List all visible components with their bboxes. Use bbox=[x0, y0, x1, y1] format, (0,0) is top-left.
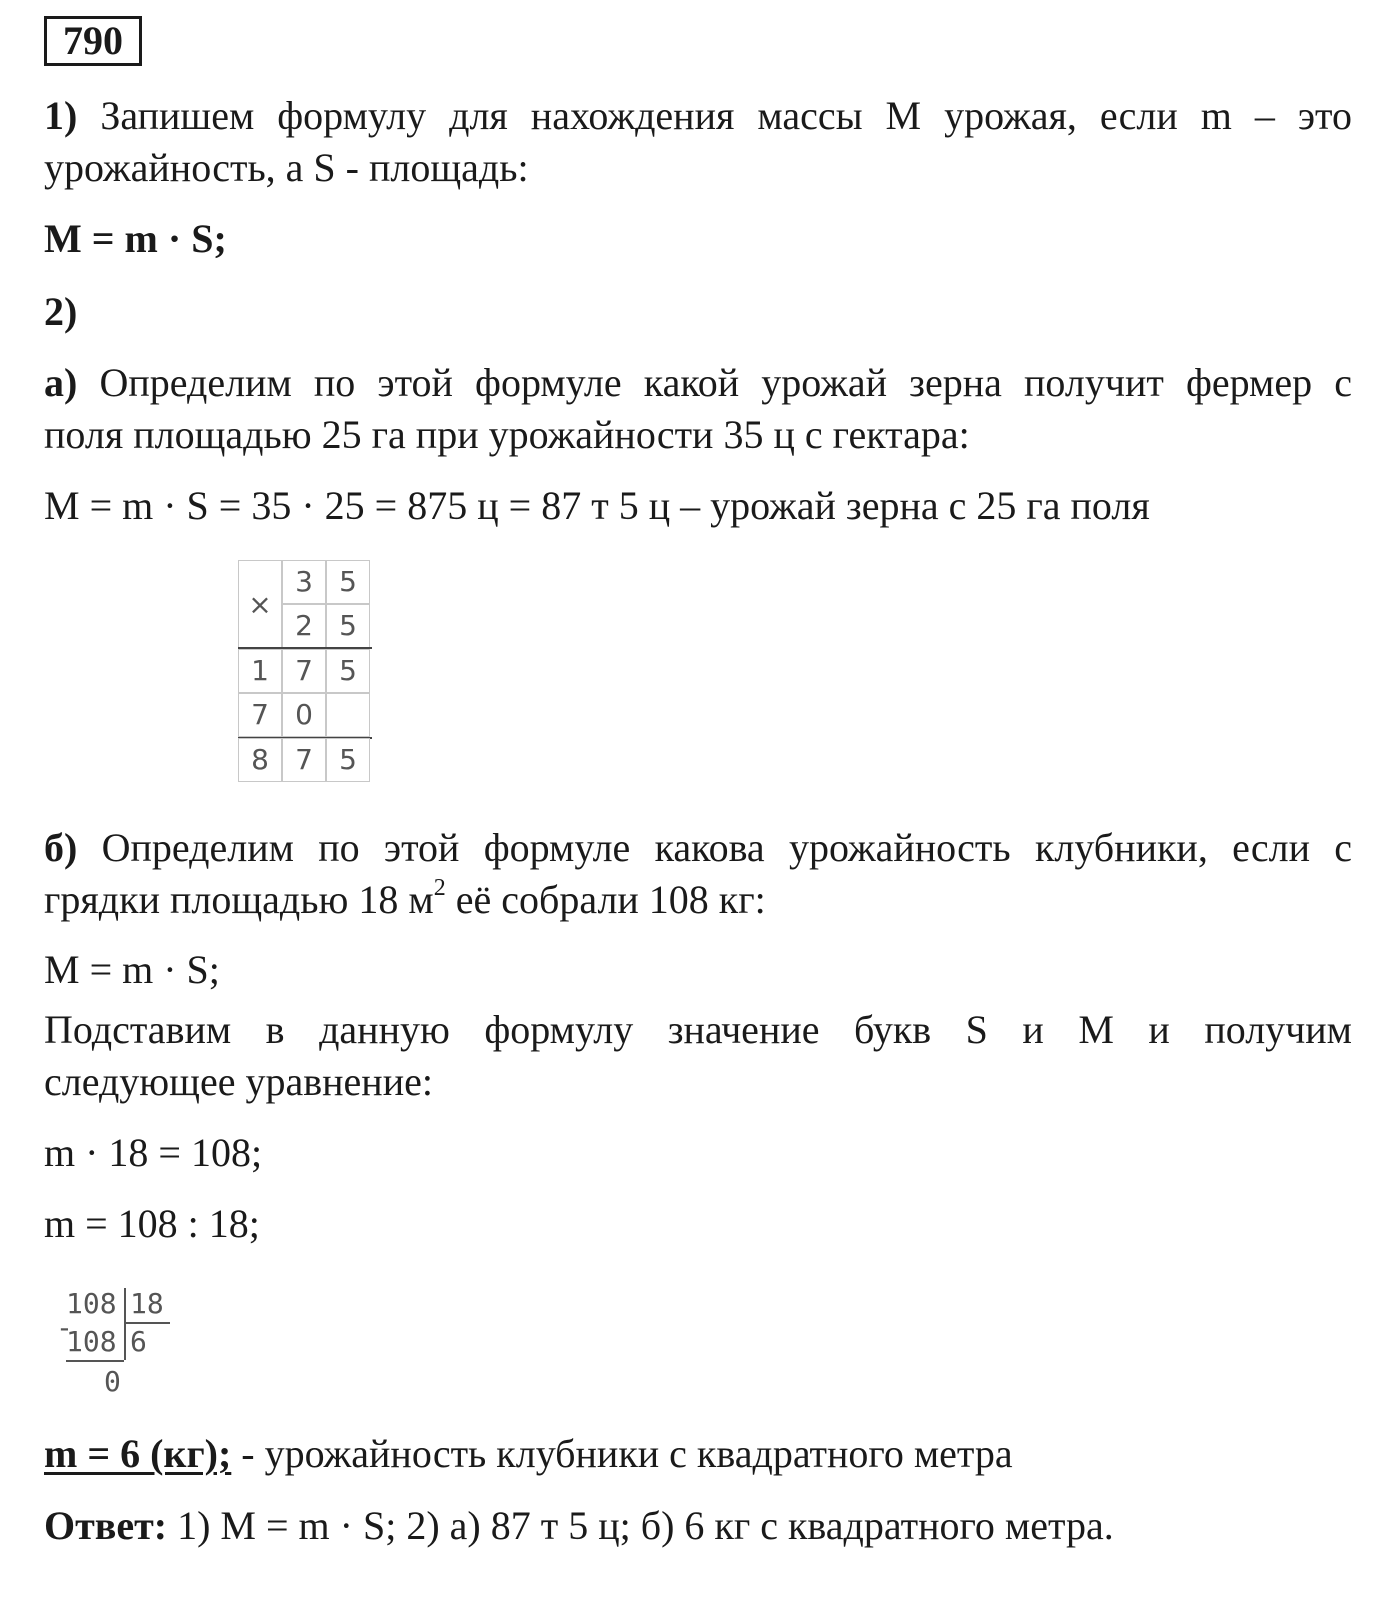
pa-line2: поля площадью 25 га при урожайности 35 ц с гектара: bbox=[44, 412, 970, 457]
pb-line2 bbox=[44, 874, 1352, 926]
pa-label: а) bbox=[44, 360, 78, 405]
grid-cell: 5 bbox=[326, 560, 370, 604]
grid-cell: 7 bbox=[282, 649, 326, 693]
pb-eq2: m = 108 : 18; bbox=[44, 1201, 260, 1246]
division-dividend: 108 bbox=[66, 1287, 117, 1320]
division-product: 108 bbox=[66, 1325, 117, 1358]
grid-cell: 5 bbox=[326, 738, 370, 782]
pa-calc: M = m · S = 35 · 25 = 875 ц = 87 т 5 ц – урожай зерна с 25 га поля bbox=[44, 483, 1150, 528]
division-minus: - bbox=[56, 1311, 73, 1344]
pb-text1: Определим по этой формуле какова урожайность клубники, если с bbox=[101, 825, 1353, 870]
grid-cell: 5 bbox=[326, 604, 370, 648]
grid-cell: 2 bbox=[282, 604, 326, 648]
pa-text1: Определим по этой формуле какой урожай зерна получит фермер с bbox=[99, 360, 1352, 405]
pb-line1 bbox=[44, 822, 1352, 874]
p1-text1: Запишем формулу для нахождения массы М урожая, если m – это bbox=[100, 93, 1353, 138]
division-remainder: 0 bbox=[104, 1365, 121, 1398]
pb-label: б) bbox=[44, 825, 78, 870]
long-division bbox=[52, 1282, 192, 1402]
grid-cell: 7 bbox=[282, 738, 326, 782]
answer-label: Ответ: bbox=[44, 1503, 168, 1548]
p1-line1 bbox=[44, 90, 1352, 142]
p2-label: 2) bbox=[44, 289, 78, 334]
grid-cell: 5 bbox=[326, 649, 370, 693]
formula-bold: M = m · S; bbox=[44, 216, 227, 261]
p1-line2: урожайность, а S - площадь: bbox=[44, 145, 529, 190]
answer-text: 1) M = m · S; 2) а) 87 т 5 ц; б) 6 кг с квадратного метра. bbox=[167, 1503, 1114, 1548]
grid-cell: 1 bbox=[238, 649, 282, 693]
grid-cell: 3 bbox=[282, 560, 326, 604]
grid-cell bbox=[326, 693, 370, 737]
pa-line1 bbox=[44, 357, 1352, 409]
division-quotient: 6 bbox=[130, 1325, 147, 1358]
answer-line bbox=[44, 1500, 1352, 1552]
grid-cell: 8 bbox=[238, 738, 282, 782]
multiplication-grid bbox=[238, 560, 372, 782]
pb-formula: M = m · S; bbox=[44, 947, 220, 992]
division-divisor: 18 bbox=[130, 1287, 164, 1320]
result-line bbox=[44, 1428, 1352, 1480]
result-text: - урожайность клубники с квадратного метра bbox=[231, 1431, 1013, 1476]
pb-line2-post: её собрали 108 кг: bbox=[445, 877, 766, 922]
pb-sub-line2: следующее уравнение: bbox=[44, 1059, 433, 1104]
pb-line2-sup: 2 bbox=[433, 874, 446, 901]
pb-eq1: m · 18 = 108; bbox=[44, 1130, 263, 1175]
result-bold: m = 6 (кг); bbox=[44, 1431, 232, 1476]
division-result-line bbox=[66, 1360, 124, 1362]
pb-sub-line1: Подставим в данную формулу значение букв S и M и получим bbox=[44, 1007, 1352, 1052]
pb-line2-pre: грядки площадью 18 м bbox=[44, 877, 434, 922]
division-vline bbox=[124, 1288, 126, 1360]
p1-label: 1) bbox=[44, 93, 78, 138]
task-number: 790 bbox=[44, 16, 142, 66]
grid-cell: 0 bbox=[282, 693, 326, 737]
mult-sign: × bbox=[238, 560, 282, 648]
grid-cell: 7 bbox=[238, 693, 282, 737]
